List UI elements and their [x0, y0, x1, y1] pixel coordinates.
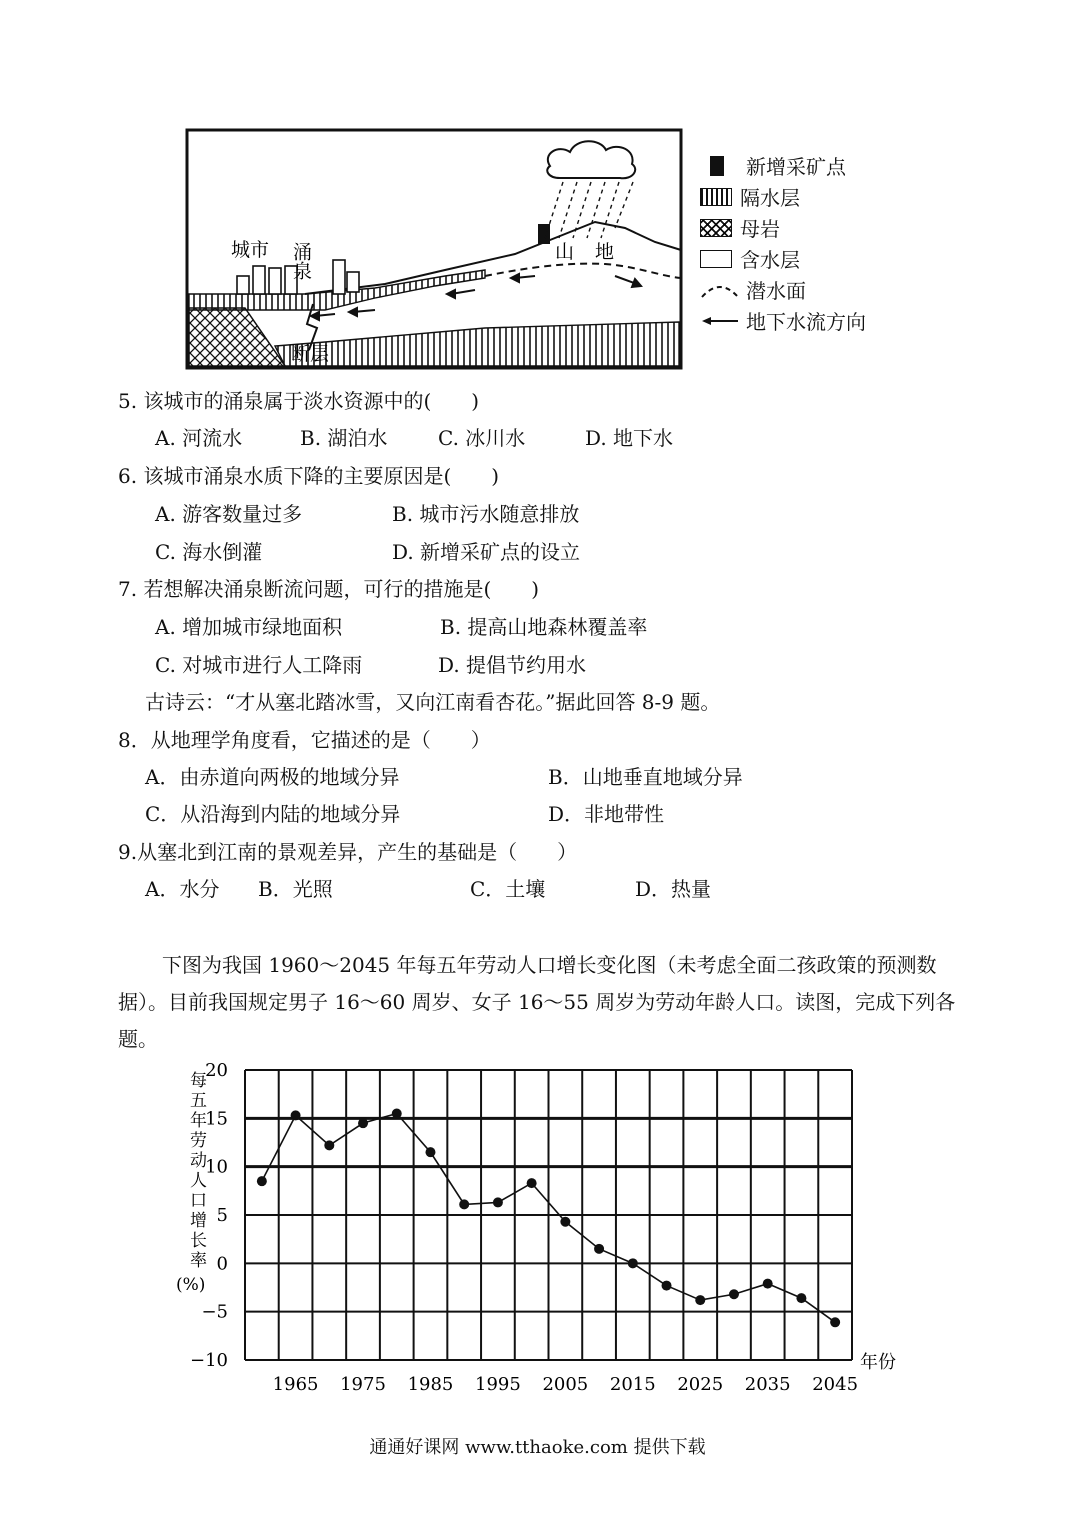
- data-point: [257, 1176, 267, 1186]
- option-7a: A. 增加城市绿地面积: [155, 615, 343, 639]
- city-label: 城市: [231, 239, 270, 261]
- option-6c: C. 海水倒灌: [155, 540, 263, 564]
- legend-item: [700, 212, 866, 243]
- option-8b: B．山地垂直地域分异: [548, 765, 743, 789]
- data-point: [662, 1281, 672, 1291]
- option-9d: D．热量: [635, 877, 712, 901]
- data-point: [459, 1199, 469, 1209]
- blank-box-icon: [700, 250, 732, 268]
- chart-intro: 下图为我国 1960～2045 年每五年劳动人口增长变化图（未考虑全面二孩政策的预测数据）。目前我国规定男子 16～60 周岁、女子 16～55 周岁为劳动年龄人口。读图，完成下列各题。: [118, 953, 956, 1051]
- groundwater-diagram-svg: [185, 128, 685, 372]
- cross-hatch-icon: [700, 219, 732, 237]
- mine-square-icon: [710, 156, 724, 176]
- mountain-label-2: 地: [595, 241, 615, 263]
- y-tick-label: −10: [190, 1350, 228, 1371]
- x-tick-label: 2005: [542, 1374, 589, 1395]
- legend-item: [700, 305, 866, 336]
- option-7c: C. 对城市进行人工降雨: [155, 653, 363, 677]
- option-6a: A. 游客数量过多: [155, 502, 303, 526]
- groundwater-diagram: [185, 128, 685, 372]
- question-6-stem: 6. 该城市涌泉水质下降的主要原因是( ): [118, 464, 500, 488]
- data-point: [830, 1317, 840, 1327]
- option-8d: D．非地带性: [548, 802, 665, 826]
- x-tick-label: 1965: [272, 1374, 319, 1395]
- data-point: [695, 1295, 705, 1305]
- data-point: [763, 1279, 773, 1289]
- y-tick-label: 10: [205, 1156, 228, 1178]
- legend-item: [700, 274, 866, 305]
- data-point: [392, 1109, 402, 1119]
- dashed-curve-icon: [700, 281, 740, 299]
- option-6b: B. 城市污水随意排放: [392, 502, 580, 526]
- page-footer: 通通好课网 www.tthaoke.com 提供下载: [369, 1437, 706, 1458]
- legend-item: [700, 243, 866, 274]
- x-tick-label: 2025: [677, 1374, 724, 1395]
- data-point: [291, 1110, 301, 1120]
- y-tick-label: 5: [216, 1205, 228, 1226]
- option-9c: C．土壤: [470, 877, 546, 901]
- option-5c: C. 冰川水: [438, 426, 526, 450]
- data-point: [493, 1197, 503, 1207]
- legend-label: 地下水流方向: [746, 310, 866, 334]
- x-axis-label: 年份: [860, 1352, 896, 1373]
- question-9-stem: 9.从塞北到江南的景观差异，产生的基础是（ ）: [118, 840, 578, 864]
- data-point: [358, 1118, 368, 1128]
- option-7b: B. 提高山地森林覆盖率: [440, 615, 648, 639]
- question-8-stem: 8．从地理学角度看，它描述的是（ ）: [118, 728, 491, 752]
- x-tick-label: 2015: [609, 1374, 656, 1395]
- option-9a: A．水分: [145, 877, 220, 901]
- question-7-stem: 7. 若想解决涌泉断流问题，可行的措施是( ): [118, 577, 540, 601]
- y-axis-label: 每五年劳动人口增长率(%): [176, 1071, 207, 1295]
- diagram-legend: [700, 150, 866, 336]
- legend-label: 母岩: [740, 217, 780, 241]
- option-8a: A．由赤道向两极的地域分异: [145, 765, 400, 789]
- chart-grid: [245, 1070, 852, 1360]
- mine-point: [538, 224, 550, 244]
- y-tick-label: −5: [201, 1301, 228, 1323]
- fault-label: 断层: [291, 343, 330, 365]
- data-point: [560, 1217, 570, 1227]
- option-7d: D. 提倡节约用水: [438, 653, 587, 677]
- legend-label: 隔水层: [740, 186, 800, 210]
- data-point: [527, 1178, 537, 1188]
- data-point: [594, 1244, 604, 1254]
- option-9b: B．光照: [258, 877, 333, 901]
- x-tick-label: 1985: [407, 1374, 454, 1395]
- option-5a: A. 河流水: [155, 426, 243, 450]
- x-tick-label: 2045: [812, 1374, 859, 1395]
- legend-item: [700, 181, 866, 212]
- x-tick-label: 1995: [475, 1374, 521, 1395]
- option-8c: C．从沿海到内陆的地域分异: [145, 802, 401, 826]
- y-tick-label: 15: [205, 1108, 228, 1130]
- y-tick-label: 0: [216, 1253, 228, 1275]
- legend-item: [700, 150, 866, 181]
- data-point: [729, 1289, 739, 1299]
- labor-growth-chart: [160, 1060, 900, 1400]
- spring-label: 涌泉: [290, 242, 312, 280]
- vertical-hatch-icon: [700, 188, 732, 206]
- y-tick-label: 20: [205, 1060, 228, 1081]
- data-point: [425, 1147, 435, 1157]
- question-5-stem: 5. 该城市的涌泉属于淡水资源中的( ): [118, 389, 480, 413]
- legend-label: 潜水面: [746, 279, 806, 303]
- x-tick-label: 2035: [744, 1374, 791, 1395]
- data-point: [324, 1140, 334, 1150]
- arrow-line-icon: [700, 312, 740, 330]
- labor-growth-chart-svg: [160, 1060, 900, 1400]
- legend-label: 新增采矿点: [746, 155, 846, 179]
- data-point: [796, 1293, 806, 1303]
- data-point: [628, 1258, 638, 1268]
- poem-prompt: 古诗云：“才从塞北踏冰雪，又向江南看杏花。”据此回答 8-9 题。: [145, 690, 721, 714]
- option-6d: D. 新增采矿点的设立: [392, 540, 581, 564]
- x-tick-labels: [273, 1374, 858, 1395]
- x-tick-label: 1975: [340, 1374, 386, 1395]
- option-5d: D. 地下水: [585, 426, 674, 450]
- option-5b: B. 湖泊水: [300, 426, 388, 450]
- mountain-label-1: 山: [555, 241, 575, 263]
- legend-label: 含水层: [740, 248, 800, 272]
